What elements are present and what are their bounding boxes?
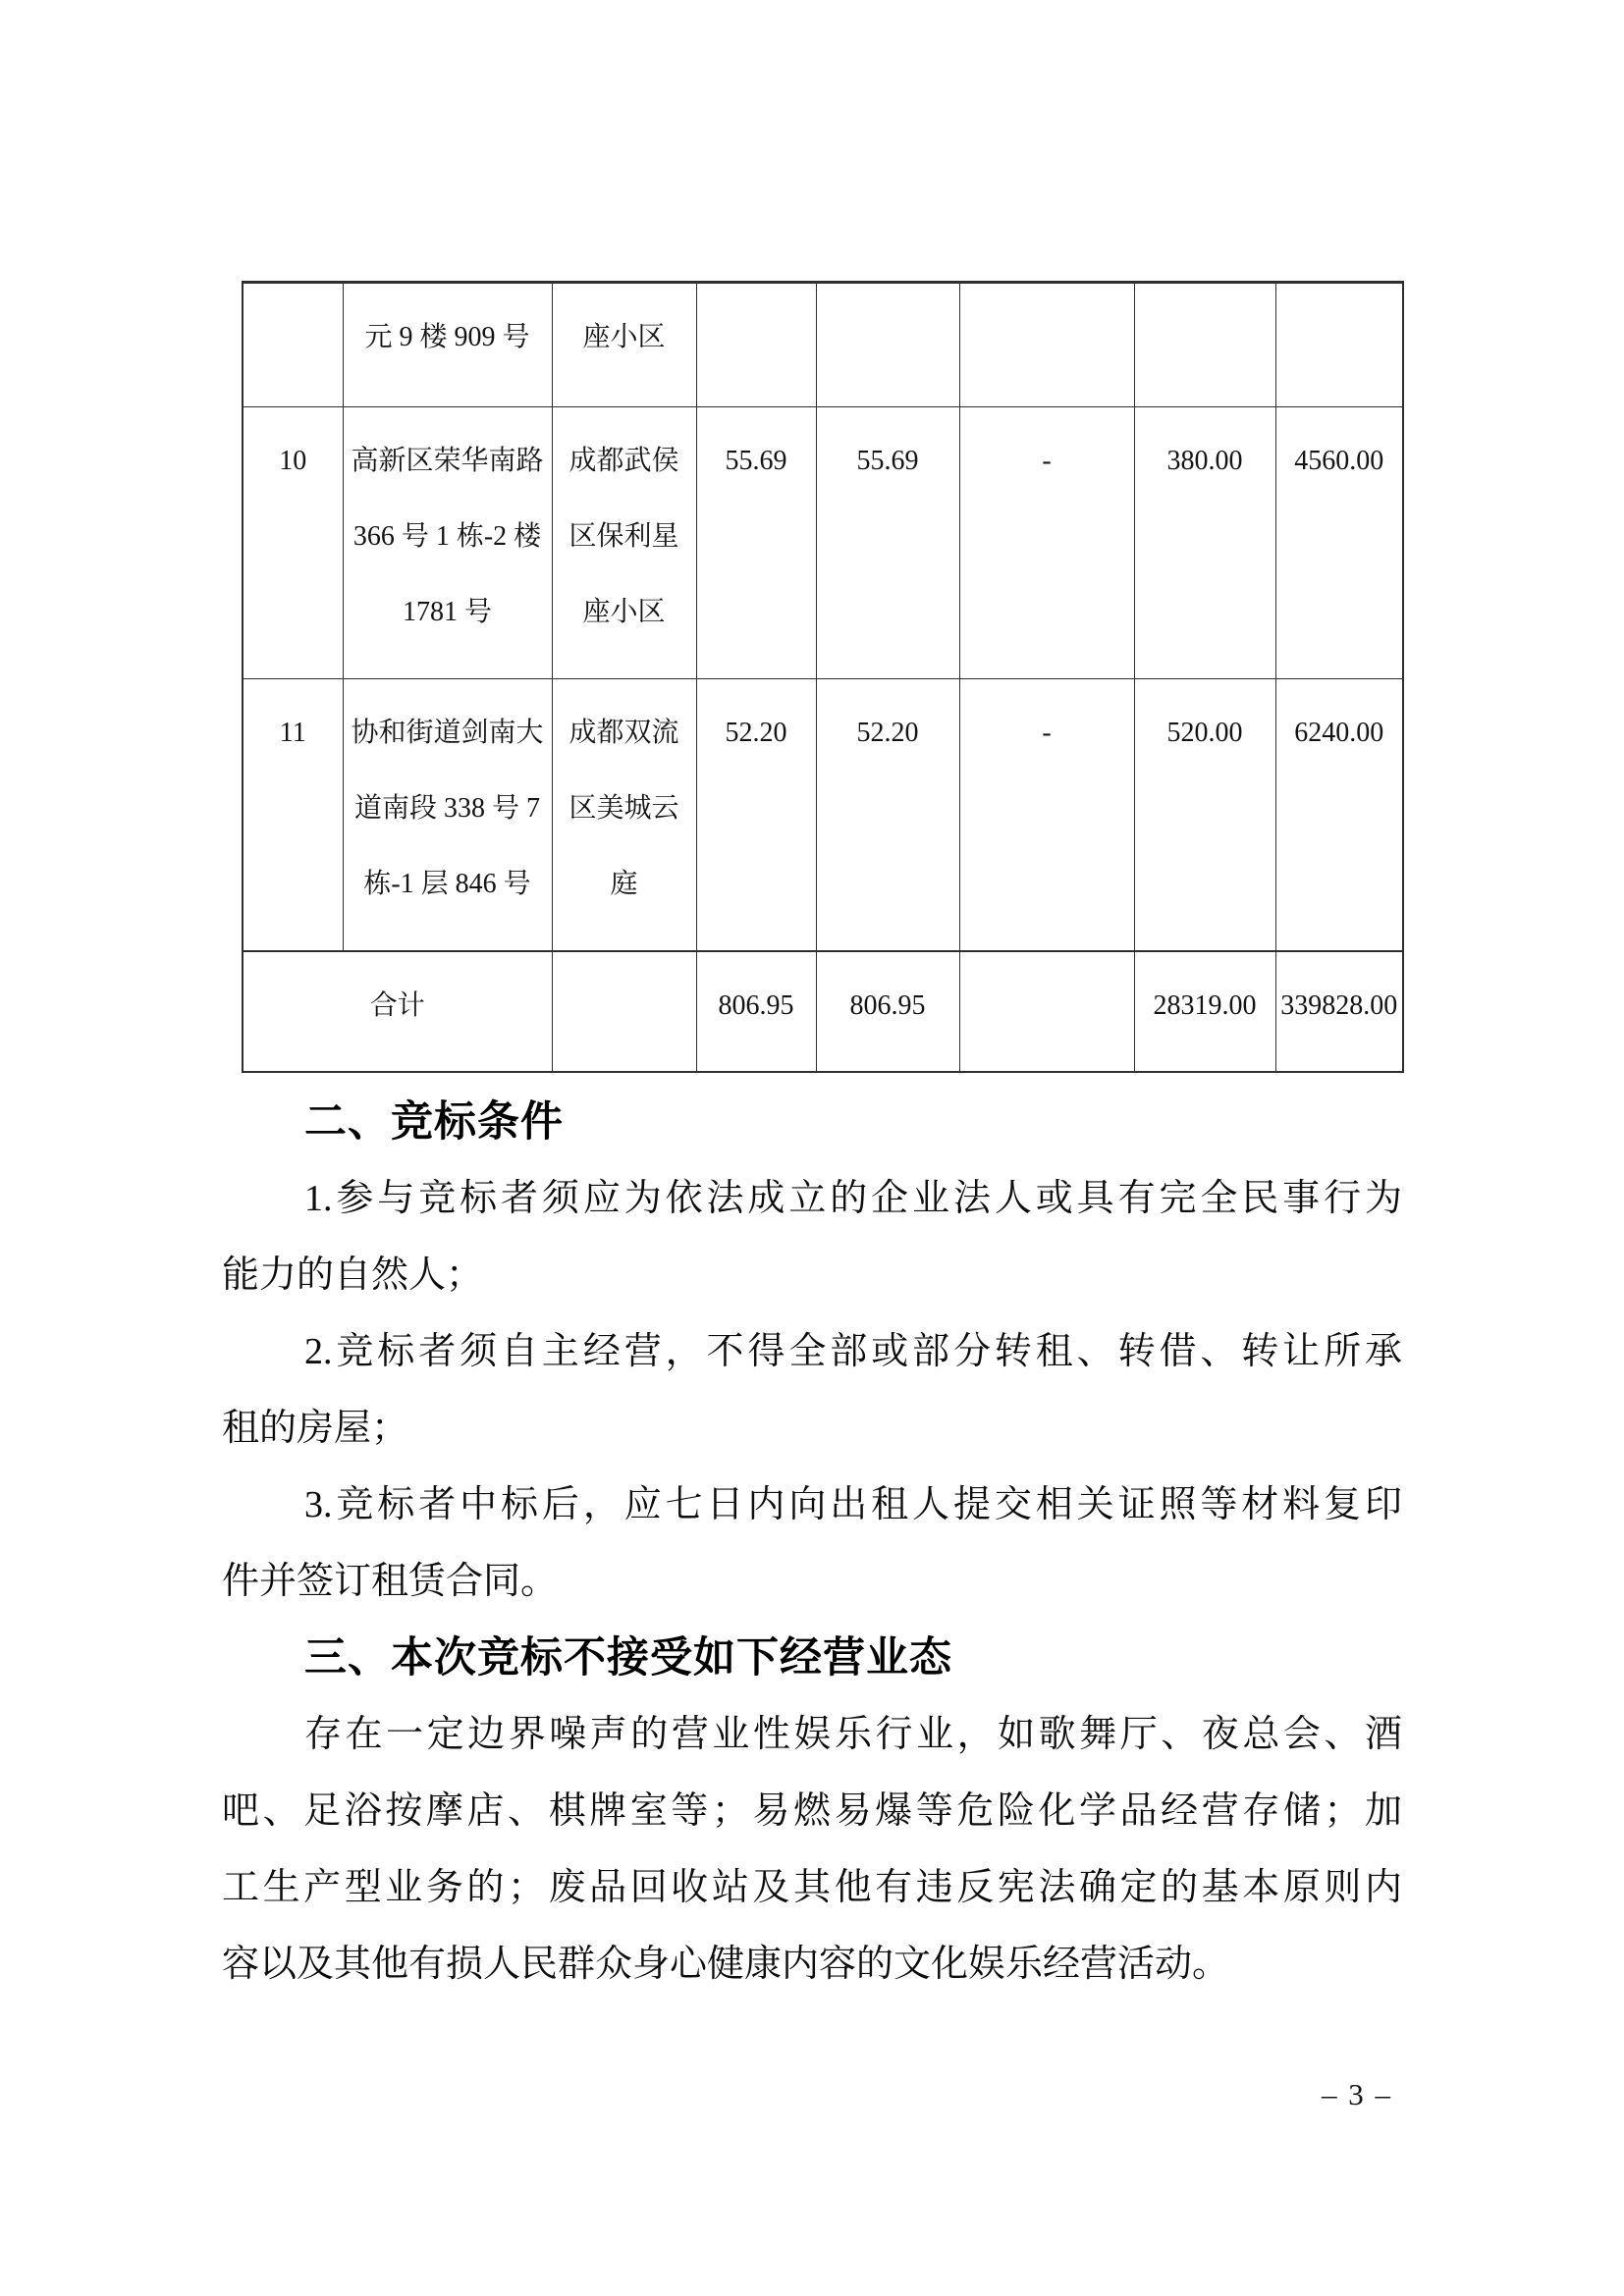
cell-annual-rent: 4560.00 (1275, 407, 1403, 679)
cell-annual-rent: 6240.00 (1275, 679, 1403, 951)
cell-total-label: 合计 (243, 951, 552, 1072)
paragraph-line: 容以及其他有损人民群众身心健康内容的文化娱乐经营活动。 (222, 1944, 1230, 1985)
address-line: 高新区荣华南路 (351, 446, 544, 476)
community-line: 成都武侯 (568, 446, 679, 476)
cell-community (552, 407, 696, 679)
cell-empty (959, 283, 1134, 407)
paragraph-line: 2.竞标者须自主经营，不得全部或部分转租、转借、转让所承 (304, 1331, 1402, 1372)
address-line: 道南段 338 号 7 (353, 793, 540, 824)
cell-empty (959, 951, 1134, 1072)
cell-note: - (959, 407, 1134, 679)
cell-monthly-rent: 380.00 (1134, 407, 1275, 679)
cell-total-monthly-rent: 28319.00 (1134, 951, 1275, 1072)
paragraph-line: 工生产型业务的；废品回收站及其他有违反宪法确定的基本原则内 (222, 1867, 1402, 1908)
cell-empty (816, 283, 959, 407)
paragraph-line: 租的房屋； (222, 1408, 409, 1449)
paragraph-line: 件并签订租赁合同。 (222, 1561, 559, 1602)
cell-total-annual-rent: 339828.00 (1275, 951, 1403, 1072)
cell-seq: 10 (243, 407, 343, 679)
cell-address (343, 679, 552, 951)
cell-address-tail: 元 9 楼 909 号 (343, 283, 552, 407)
cell-seq-empty (243, 283, 343, 407)
address-line: 1781 号 (402, 597, 492, 627)
cell-empty (552, 951, 696, 1072)
table-row-total (243, 951, 1403, 1072)
cell-community (552, 679, 696, 951)
cell-area-rentable: 55.69 (816, 407, 959, 679)
address-line: 协和街道剑南大 (351, 718, 544, 748)
cell-seq: 11 (243, 679, 343, 951)
table-row-continuation (243, 283, 1403, 407)
cell-empty (1134, 283, 1275, 407)
body-text (222, 1084, 1402, 2002)
paragraph-line: 能力的自然人； (222, 1255, 484, 1296)
cell-area-rentable: 52.20 (816, 679, 959, 951)
table-row-10 (243, 407, 1403, 679)
cell-empty (1275, 283, 1403, 407)
address-line: 栋-1 层 846 号 (363, 869, 531, 899)
table-row-11 (243, 679, 1403, 951)
section-heading-excluded-business: 三、本次竞标不接受如下经营业态 (304, 1634, 952, 1682)
community-line: 区保利星 (568, 521, 679, 552)
cell-community-tail: 座小区 (552, 283, 696, 407)
cell-total-area-rentable: 806.95 (816, 951, 959, 1072)
cell-total-area-leased: 806.95 (696, 951, 816, 1072)
cell-area-leased: 55.69 (696, 407, 816, 679)
lease-units-table (242, 281, 1404, 1073)
cell-empty (696, 283, 816, 407)
cell-address (343, 407, 552, 679)
page-number: – 3 – (1322, 2077, 1392, 2111)
cell-area-leased: 52.20 (696, 679, 816, 951)
paragraph-line: 存在一定边界噪声的营业性娱乐行业，如歌舞厅、夜总会、酒 (304, 1714, 1402, 1755)
community-line: 区美城云 (568, 793, 679, 824)
community-line: 座小区 (582, 597, 666, 627)
paragraph-line: 3.竞标者中标后，应七日内向出租人提交相关证照等材料复印 (304, 1484, 1402, 1525)
community-line: 庭 (610, 869, 638, 899)
address-line: 366 号 1 栋-2 楼 (352, 521, 542, 552)
cell-monthly-rent: 520.00 (1134, 679, 1275, 951)
paragraph-line: 1.参与竞标者须应为依法成立的企业法人或具有完全民事行为 (304, 1178, 1402, 1219)
community-line: 成都双流 (568, 718, 679, 748)
cell-note: - (959, 679, 1134, 951)
paragraph-line: 吧、足浴按摩店、棋牌室等；易燃易爆等危险化学品经营存储；加 (222, 1790, 1402, 1832)
section-heading-bidding-conditions: 二、竞标条件 (304, 1098, 564, 1146)
